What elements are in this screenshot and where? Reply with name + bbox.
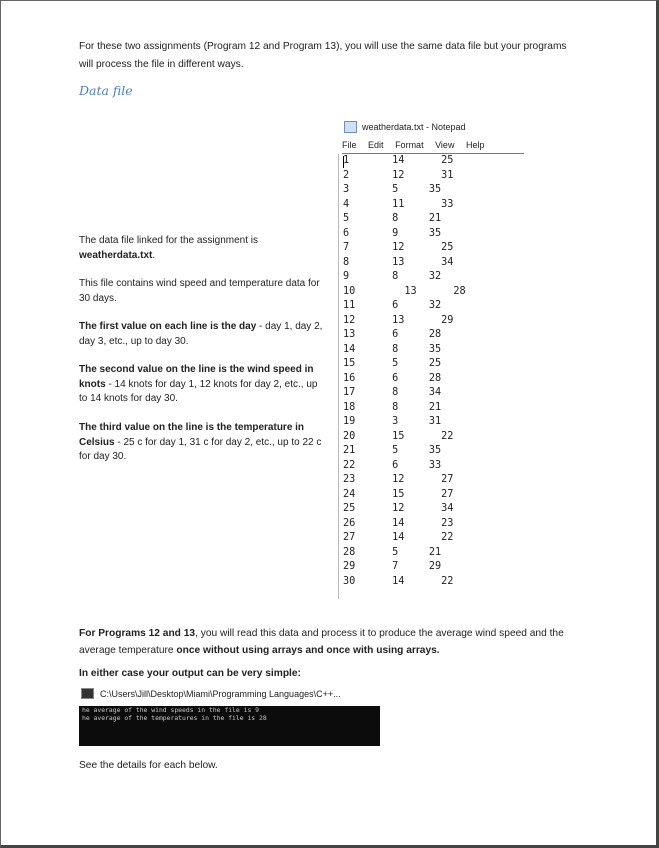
notepad-line: 27 14 22 [343, 532, 454, 543]
notepad-line: 6 9 35 [343, 227, 442, 239]
notepad-menu-bar [342, 137, 524, 154]
notepad-line: 28 5 21 [343, 546, 442, 558]
notepad-line: 2 12 31 [343, 169, 454, 181]
side-paragraph-5: The third value on the line is the temperature in Celsius - 25 c for day 1, 31 c for day 2, etc., up to 22 c for day 30. [79, 422, 322, 462]
notepad-line: 25 12 34 [343, 503, 454, 514]
menu-view[interactable]: View [435, 140, 455, 150]
data-file-heading: Data file [79, 83, 133, 98]
notepad-window [338, 113, 526, 599]
side-paragraph-4: The second value on the line is the wind speed in knots - 14 knots for day 1, 12 knots for day 2, etc., up to 14 knots for day 30. [79, 364, 318, 404]
notepad-line: 23 12 27 [343, 474, 454, 485]
notepad-line: 11 6 32 [343, 300, 442, 311]
menu-file[interactable]: File [342, 140, 357, 150]
side-paragraph-2: This file contains wind speed and temperature data for 30 days. [79, 278, 320, 304]
notepad-line: 8 13 34 [343, 256, 454, 268]
notepad-line: 1 14 25 [343, 155, 454, 166]
notepad-icon [344, 121, 357, 133]
notepad-line: 14 8 35 [343, 343, 442, 355]
notepad-line: 4 11 33 [343, 198, 454, 210]
notepad-line: 24 15 27 [343, 488, 454, 500]
notepad-title-bar: weatherdata.txt - Notepad [344, 119, 466, 135]
details-line: See the details for each below. [79, 760, 218, 771]
notepad-line: 13 6 28 [343, 329, 442, 340]
notepad-line: 3 5 35 [343, 184, 442, 195]
notepad-line: 21 5 35 [343, 445, 442, 456]
output-note: In either case your output can be very simple: [79, 668, 301, 679]
notepad-line: 9 8 32 [343, 271, 442, 282]
notepad-line: 20 15 22 [343, 430, 454, 442]
notepad-line: 16 6 28 [343, 372, 442, 384]
console-icon [81, 688, 94, 699]
notepad-line: 12 13 29 [343, 314, 454, 326]
console-line: he average of the wind speeds in the file is 9 [82, 706, 259, 714]
menu-help[interactable]: Help [465, 140, 485, 150]
notepad-line: 19 3 31 [343, 416, 442, 427]
menu-format[interactable]: Format [395, 140, 424, 150]
notepad-line: 7 12 25 [343, 242, 454, 253]
intro-paragraph: For these two assignments (Program 12 and Program 13), you will use the same data file but your programs will process the file in different ways. [79, 41, 567, 70]
console-title-bar: C:\Users\Jill\Desktop\Miami\Programming Languages\C++... [81, 687, 341, 701]
notepad-line: 29 7 29 [343, 561, 442, 572]
notepad-line: 5 8 21 [343, 213, 442, 224]
menu-edit[interactable]: Edit [368, 140, 384, 150]
side-paragraph-1: The data file linked for the assignment is weatherdata.txt. [79, 235, 258, 261]
notepad-line: 18 8 21 [343, 401, 442, 413]
notepad-text-area[interactable] [338, 154, 525, 599]
notepad-line: 15 5 25 [343, 358, 442, 369]
notepad-line: 26 14 23 [343, 517, 454, 529]
notepad-line: 10 13 28 [343, 285, 466, 297]
side-paragraph-3: The first value on each line is the day - day 1, day 2, day 3, etc., up to day 30. [79, 321, 323, 347]
file-name: weatherdata.txt [79, 249, 153, 261]
notepad-line: 30 14 22 [343, 575, 454, 587]
console-output [79, 706, 380, 746]
console-line: he average of the temperatures in the file is 28 [82, 714, 267, 722]
notepad-line: 22 6 33 [343, 459, 442, 471]
programs-paragraph: For Programs 12 and 13, you will read this data and process it to produce the average wind speed and the average temperature once without using arrays and once with using arrays. [79, 628, 564, 656]
notepad-line: 17 8 34 [343, 387, 442, 398]
